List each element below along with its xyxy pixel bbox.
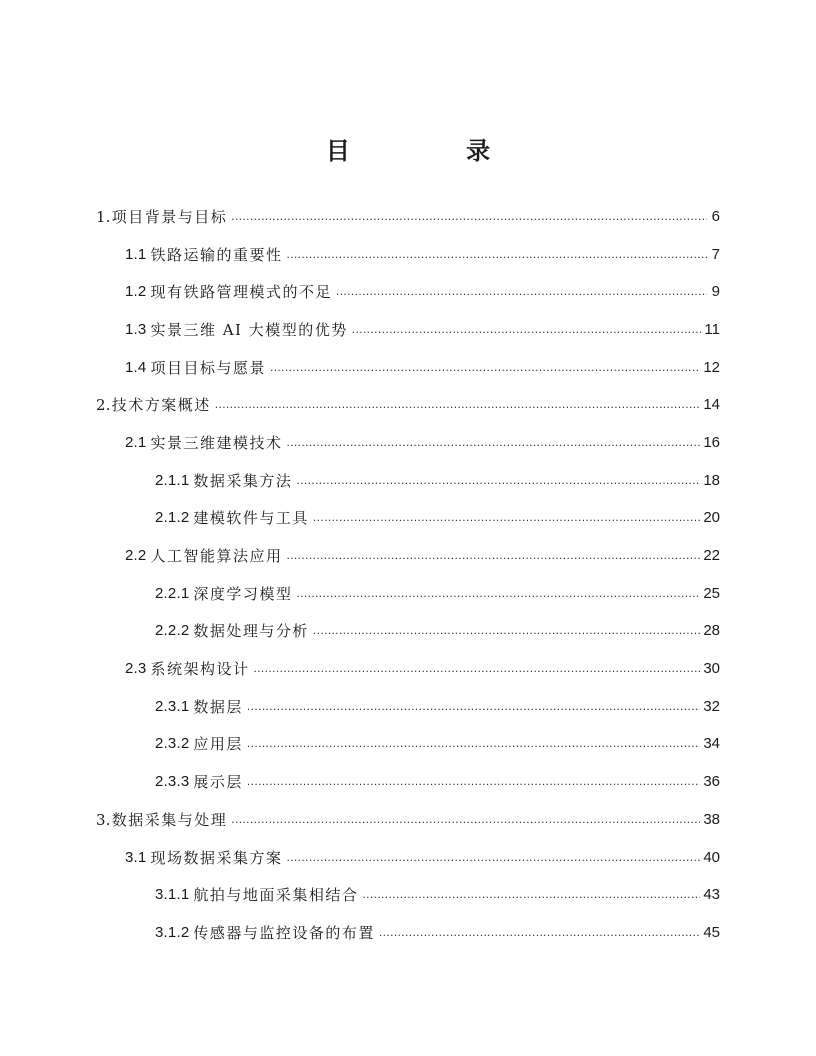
toc-entry-title: 数据采集方法 bbox=[193, 471, 293, 490]
toc-entry-page-number: 45 bbox=[703, 923, 720, 941]
toc-entry-page-number: 40 bbox=[703, 848, 720, 866]
toc-entry-page-number: 18 bbox=[703, 471, 720, 489]
toc-entry-number: 1.4 bbox=[125, 358, 147, 376]
toc-entry-title: 航拍与地面采集相结合 bbox=[193, 886, 359, 905]
toc-entry-title: 建模软件与工具 bbox=[193, 509, 309, 528]
toc-entry-title: 实景三维建模技术 bbox=[150, 433, 283, 452]
toc-entry[interactable] bbox=[0, 575, 816, 613]
toc-entry-page-number: 30 bbox=[703, 660, 720, 678]
toc-entry[interactable] bbox=[0, 462, 816, 500]
toc-entry-number: 3. bbox=[96, 810, 111, 829]
toc-dot-leader bbox=[286, 433, 700, 453]
toc-entry-title: 展示层 bbox=[193, 773, 243, 792]
toc-entry-title: 铁路运输的重要性 bbox=[150, 245, 283, 264]
toc-dot-leader bbox=[215, 395, 701, 415]
toc-entry[interactable] bbox=[0, 613, 816, 651]
toc-dot-leader bbox=[352, 320, 702, 340]
toc-entry[interactable] bbox=[0, 349, 816, 387]
toc-dot-leader bbox=[253, 659, 700, 679]
toc-entry-page-number: 7 bbox=[711, 245, 720, 263]
toc-entry[interactable] bbox=[0, 726, 816, 764]
toc-entry-number: 2.3.2 bbox=[155, 735, 190, 753]
toc-entry-title: 现场数据采集方案 bbox=[150, 848, 283, 867]
toc-entry-number: 1. bbox=[96, 207, 111, 226]
toc-dot-leader bbox=[286, 848, 700, 868]
toc-entry[interactable] bbox=[0, 839, 816, 877]
toc-dot-leader bbox=[296, 584, 700, 604]
toc-dot-leader bbox=[313, 621, 700, 641]
toc-entry-number: 3.1 bbox=[125, 848, 147, 866]
toc-dot-leader bbox=[247, 697, 700, 717]
toc-dot-leader bbox=[286, 245, 707, 265]
toc-entry-number: 2.2 bbox=[125, 547, 147, 565]
toc-entry-page-number: 22 bbox=[703, 547, 720, 565]
toc-entry-title: 项目目标与愿景 bbox=[150, 358, 266, 377]
toc-entry-page-number: 12 bbox=[703, 358, 720, 376]
toc-entry-page-number: 9 bbox=[711, 283, 720, 301]
toc-entry[interactable] bbox=[0, 914, 816, 952]
toc-entry[interactable] bbox=[0, 236, 816, 274]
toc-dot-leader bbox=[247, 772, 700, 792]
toc-entry-number: 2.2.1 bbox=[155, 584, 190, 602]
toc-entry-number: 2.1 bbox=[125, 433, 147, 451]
table-of-contents bbox=[0, 198, 816, 952]
toc-entry-page-number: 6 bbox=[711, 207, 720, 225]
toc-entry-number: 2.2.2 bbox=[155, 622, 190, 640]
toc-dot-leader bbox=[231, 207, 707, 227]
toc-entry-title: 项目背景与目标 bbox=[111, 207, 228, 226]
toc-dot-leader bbox=[313, 508, 700, 528]
toc-entry-page-number: 16 bbox=[703, 433, 720, 451]
toc-entry[interactable] bbox=[0, 386, 816, 424]
toc-entry[interactable] bbox=[0, 273, 816, 311]
toc-entry-page-number: 38 bbox=[703, 810, 720, 828]
toc-entry-title: 应用层 bbox=[193, 735, 243, 754]
toc-entry[interactable] bbox=[0, 801, 816, 839]
toc-dot-leader bbox=[379, 923, 700, 943]
toc-title: 目 录 bbox=[325, 137, 545, 166]
toc-entry-title: 传感器与监控设备的布置 bbox=[193, 923, 375, 942]
toc-dot-leader bbox=[286, 546, 700, 566]
toc-entry[interactable] bbox=[0, 688, 816, 726]
toc-entry-title: 数据采集与处理 bbox=[111, 810, 228, 829]
toc-entry-title: 数据处理与分析 bbox=[193, 622, 309, 641]
toc-entry-number: 2.3.3 bbox=[155, 773, 190, 791]
toc-entry[interactable] bbox=[0, 311, 816, 349]
toc-entry-page-number: 32 bbox=[703, 697, 720, 715]
toc-entry[interactable] bbox=[0, 650, 816, 688]
toc-entry-number: 1.1 bbox=[125, 245, 147, 263]
toc-entry-title: 技术方案概述 bbox=[111, 396, 211, 415]
toc-entry-page-number: 25 bbox=[703, 584, 720, 602]
toc-entry[interactable] bbox=[0, 763, 816, 801]
toc-dot-leader bbox=[362, 885, 700, 905]
toc-entry-title: 实景三维 AI 大模型的优势 bbox=[150, 320, 348, 339]
toc-entry[interactable] bbox=[0, 537, 816, 575]
toc-entry-page-number: 43 bbox=[703, 886, 720, 904]
toc-entry-number: 2.3.1 bbox=[155, 697, 190, 715]
toc-entry-page-number: 36 bbox=[703, 773, 720, 791]
toc-entry-title: 数据层 bbox=[193, 697, 243, 716]
toc-entry-number: 3.1.2 bbox=[155, 923, 190, 941]
toc-dot-leader bbox=[336, 282, 707, 302]
toc-entry-page-number: 28 bbox=[703, 622, 720, 640]
toc-entry[interactable] bbox=[0, 500, 816, 538]
toc-entry-number: 1.2 bbox=[125, 283, 147, 301]
toc-entry[interactable] bbox=[0, 424, 816, 462]
toc-dot-leader bbox=[247, 734, 700, 754]
toc-dot-leader bbox=[270, 358, 700, 378]
toc-dot-leader bbox=[296, 471, 700, 491]
toc-entry-number: 1.3 bbox=[125, 320, 147, 338]
toc-entry-title: 人工智能算法应用 bbox=[150, 547, 283, 566]
toc-entry-page-number: 11 bbox=[704, 320, 720, 338]
toc-dot-leader bbox=[231, 810, 700, 830]
toc-entry-title: 系统架构设计 bbox=[150, 660, 250, 679]
toc-entry-title: 现有铁路管理模式的不足 bbox=[150, 283, 332, 302]
toc-entry-page-number: 20 bbox=[703, 509, 720, 527]
toc-entry-number: 2.3 bbox=[125, 660, 147, 678]
toc-entry-number: 3.1.1 bbox=[155, 886, 190, 904]
toc-entry-page-number: 14 bbox=[703, 396, 720, 414]
toc-entry-number: 2. bbox=[96, 396, 111, 415]
toc-entry[interactable] bbox=[0, 198, 816, 236]
toc-entry[interactable] bbox=[0, 876, 816, 914]
toc-entry-title: 深度学习模型 bbox=[193, 584, 293, 603]
toc-entry-number: 2.1.2 bbox=[155, 509, 190, 527]
toc-entry-number: 2.1.1 bbox=[155, 471, 190, 489]
toc-entry-page-number: 34 bbox=[703, 735, 720, 753]
